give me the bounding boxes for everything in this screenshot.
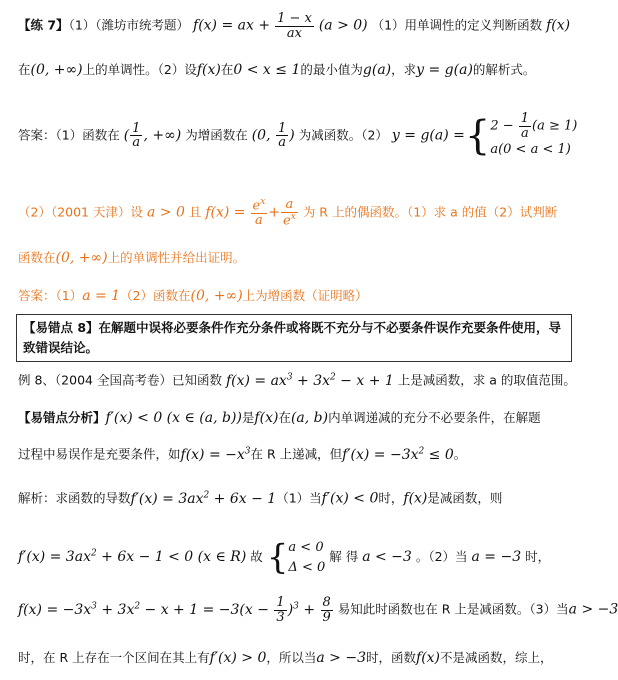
error-point-box: 【易错点 8】在解题中误将必要条件作充分条件或将既不充分与不必要条件误作充要条件使用，导致错误结论。 <box>16 314 572 362</box>
piecewise-cases: 2 − $\frac{1}{a}$ (a ≥ 1) a(0 < a < 1) <box>490 111 578 158</box>
exercise7-line1: 【练 7】（1）（潍坊市统考题） f(x) = ax + $\frac{1 - x}{ax}$ (a > 0) （1）用单调性的定义判断函数 f(x) <box>18 11 571 41</box>
fraction: $\frac{1 - x}{ax}$ <box>277 11 312 41</box>
solution-line3: $f(x) = -3x^3 + 3x^2 - x + 1 = -3(x$ − $\frac{1}{3}$ )$^3$ + $\frac{8}{9}$ 易知此时函数也在 R 上是减函数。（3）当a > −3 <box>18 595 618 625</box>
exercise2-line1: （2）（2001 天津）设 a > 0 且 f(x) = $\frac{e^x}{a}$ + $\frac{a}{e^x}$ 为 R 上的偶函数。（1）求 a 的值（2）试判断 <box>18 197 558 228</box>
exercise7-answer: 答案：（1）函数在 ( $\frac{1}{a}$ , +∞) 为增函数在 (0, $\frac{1}{a}$ ) 为减函数。（2） y = g(a) ={ 2 − $\frac{1}{a}$ (a ≥ 1) a(0 < a < 1) <box>18 111 578 159</box>
analysis-line1: 【易错点分析】f′(x) < 0 (x ∈ (a, b))是f(x)在(a, b)内单调递减的充分不必要条件，在解题 <box>18 410 541 426</box>
exercise-tag: 【练 7】 <box>18 17 69 33</box>
analysis-line2: 过程中易误作是充要条件，如$f(x) = -x^3$在 R 上递减，但$f'(x) = -3x^2 \le 0$。 <box>18 446 467 463</box>
solution-line2: $f'(x) = 3ax^2 + 6x - 1 < 0$ (x ∈ R) 故 { a < 0 Δ < 0 解 得 a < −3 。（2）当 a = −3 时， <box>18 537 551 578</box>
solution-line4: 时，在 R 上存在一个区间在其上有f′(x) > 0，所以当a > −3时，函数f(x)不是减函数，综上， <box>18 650 553 666</box>
exercise2-line2: 函数在(0, +∞)上的单调性并给出证明。 <box>18 250 246 266</box>
exercise2-answer: 答案：（1）a = 1（2）函数在(0, +∞)上为增函数（证明略） <box>18 288 368 304</box>
solution-line1: 解析：求函数的导数$f'(x) = 3ax^2 + 6x - 1(1)$当f′(x) < 0时，f(x)是减函数，则 <box>18 490 503 507</box>
example8-line: 例 8、（2004 全国高考卷）已知函数 $f(x) = ax^3 + 3x^2 - x + 1$ 上是减函数，求 a 的取值范围。 <box>18 372 576 389</box>
exercise7-line2: 在(0, +∞)上的单调性。（2）设f(x)在0 < x ≤ 1的最小值为g(a)，求y = g(a)的解析式。 <box>18 62 536 78</box>
formula-f-def: f(x) = ax + <box>193 17 271 34</box>
